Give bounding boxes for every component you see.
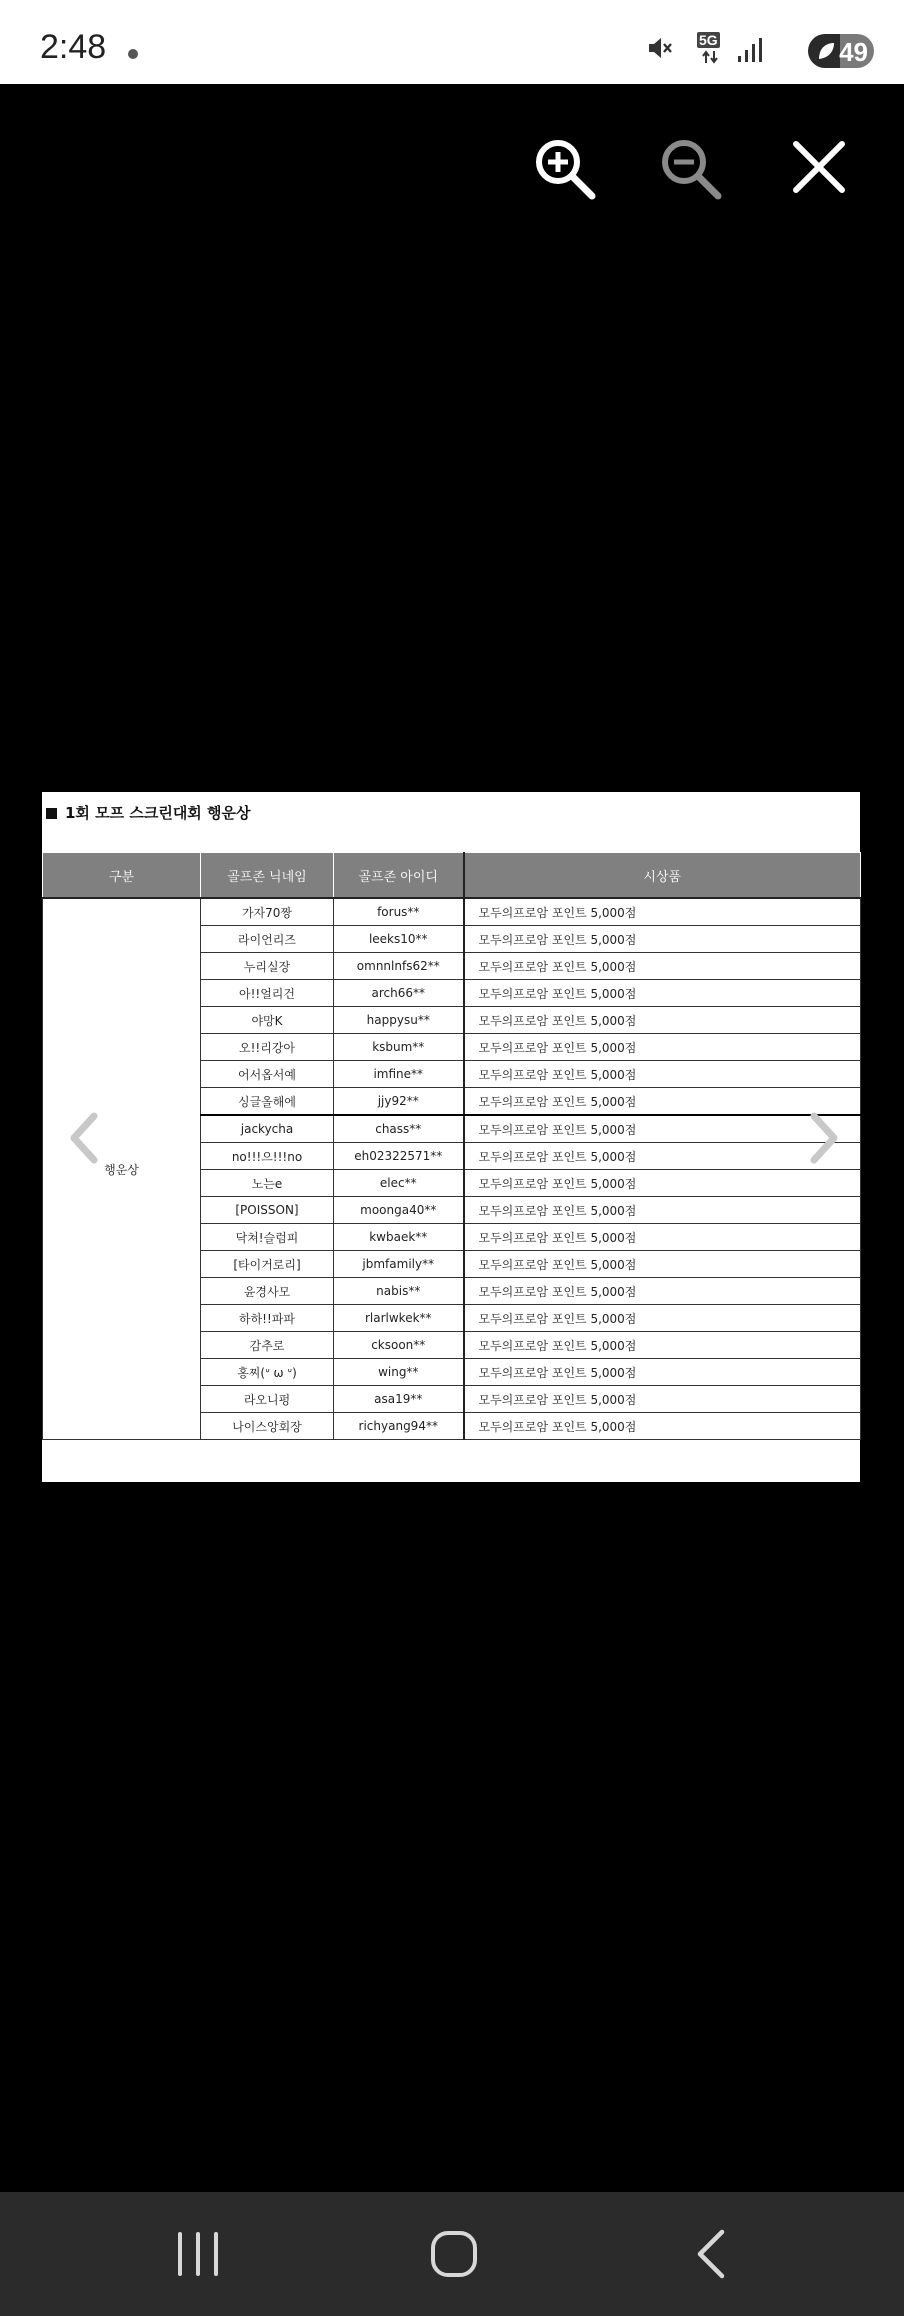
notification-dot-icon [128, 49, 138, 59]
nickname-cell: 오!!리강아 [201, 1034, 334, 1061]
prize-cell: 모두의프로암 포인트 5,000점 [464, 1170, 861, 1197]
nickname-cell: 라이언리즈 [201, 926, 334, 953]
id-cell: wing** [334, 1359, 464, 1386]
prize-cell: 모두의프로암 포인트 5,000점 [464, 1305, 861, 1332]
nickname-cell: 홍찌(ᐡ ω ᐡ) [201, 1359, 334, 1386]
document-title: 1회 모프 스크린대회 행운상 [46, 802, 251, 823]
prize-cell: 모두의프로암 포인트 5,000점 [464, 1061, 861, 1088]
header-category: 구분 [43, 853, 201, 899]
id-cell: rlarlwkek** [334, 1305, 464, 1332]
nickname-cell: 어서옵서예 [201, 1061, 334, 1088]
id-cell: moonga40** [334, 1197, 464, 1224]
power-saving-icon [816, 40, 836, 62]
nickname-cell: jackycha [201, 1115, 334, 1143]
next-arrow-icon[interactable] [806, 1110, 842, 1166]
nickname-cell: 싱글올해에 [201, 1088, 334, 1116]
document-image [42, 792, 860, 1482]
prize-cell: 모두의프로암 포인트 5,000점 [464, 953, 861, 980]
id-cell: elec** [334, 1170, 464, 1197]
header-nickname: 골프존 닉네임 [201, 853, 334, 899]
nickname-cell: [타이거로리] [201, 1251, 334, 1278]
id-cell: chass** [334, 1115, 464, 1143]
prize-cell: 모두의프로암 포인트 5,000점 [464, 1413, 861, 1440]
prize-cell: 모두의프로암 포인트 5,000점 [464, 1332, 861, 1359]
nickname-cell: 가자70짱 [201, 898, 334, 926]
signal-icon [736, 36, 766, 64]
prize-cell: 모두의프로암 포인트 5,000점 [464, 1359, 861, 1386]
id-cell: imfine** [334, 1061, 464, 1088]
mute-icon [646, 34, 674, 62]
prize-cell: 모두의프로암 포인트 5,000점 [464, 1115, 861, 1143]
category-cell: 행운상 [43, 898, 201, 1440]
nickname-cell: 윤경사모 [201, 1278, 334, 1305]
battery-percentage: 49 [839, 37, 868, 67]
nickname-cell: [POISSON] [201, 1197, 334, 1224]
id-cell: jbmfamily** [334, 1251, 464, 1278]
prize-cell: 모두의프로암 포인트 5,000점 [464, 1278, 861, 1305]
id-cell: forus** [334, 898, 464, 926]
home-icon[interactable] [424, 2224, 484, 2284]
previous-arrow-icon[interactable] [66, 1110, 102, 1166]
table-header-row [43, 853, 861, 899]
prize-cell: 모두의프로암 포인트 5,000점 [464, 1224, 861, 1251]
zoom-in-icon[interactable] [532, 136, 598, 202]
nickname-cell: 감추로 [201, 1332, 334, 1359]
network-5g-icon [696, 32, 724, 66]
nickname-cell: 누리실장 [201, 953, 334, 980]
prize-cell: 모두의프로암 포인트 5,000점 [464, 1007, 861, 1034]
header-prize: 시상품 [464, 853, 861, 899]
table-row [43, 898, 861, 926]
prize-cell: 모두의프로암 포인트 5,000점 [464, 1386, 861, 1413]
id-cell: jjy92** [334, 1088, 464, 1116]
status-bar [0, 0, 904, 84]
back-icon[interactable] [684, 2224, 744, 2284]
header-id: 골프존 아이디 [334, 853, 464, 899]
battery-indicator [808, 34, 874, 68]
id-cell: asa19** [334, 1386, 464, 1413]
id-cell: ksbum** [334, 1034, 464, 1061]
nickname-cell: 나이스앙회장 [201, 1413, 334, 1440]
nickname-cell: 야망K [201, 1007, 334, 1034]
prize-cell: 모두의프로암 포인트 5,000점 [464, 898, 861, 926]
id-cell: nabis** [334, 1278, 464, 1305]
nickname-cell: no!!!으!!!no [201, 1143, 334, 1170]
prize-cell: 모두의프로암 포인트 5,000점 [464, 1251, 861, 1278]
recents-icon[interactable] [168, 2224, 228, 2284]
results-table [42, 852, 861, 1440]
id-cell: happysu** [334, 1007, 464, 1034]
nickname-cell: 아!!얼리건 [201, 980, 334, 1007]
close-icon[interactable] [788, 136, 850, 198]
network-label: 5G [699, 32, 718, 48]
nickname-cell: 노는e [201, 1170, 334, 1197]
prize-cell: 모두의프로암 포인트 5,000점 [464, 1034, 861, 1061]
prize-cell: 모두의프로암 포인트 5,000점 [464, 926, 861, 953]
navigation-bar [0, 2192, 904, 2316]
zoom-out-icon[interactable] [658, 136, 724, 202]
nickname-cell: 하하!!파파 [201, 1305, 334, 1332]
prize-cell: 모두의프로암 포인트 5,000점 [464, 1197, 861, 1224]
id-cell: arch66** [334, 980, 464, 1007]
prize-cell: 모두의프로암 포인트 5,000점 [464, 980, 861, 1007]
prize-cell: 모두의프로암 포인트 5,000점 [464, 1143, 861, 1170]
id-cell: omnnlnfs62** [334, 953, 464, 980]
id-cell: leeks10** [334, 926, 464, 953]
id-cell: richyang94** [334, 1413, 464, 1440]
nickname-cell: 닥쳐!슬럼피 [201, 1224, 334, 1251]
square-bullet-icon [46, 808, 57, 819]
status-time: 2:48 [40, 28, 107, 66]
id-cell: cksoon** [334, 1332, 464, 1359]
nickname-cell: 라오니펑 [201, 1386, 334, 1413]
prize-cell: 모두의프로암 포인트 5,000점 [464, 1088, 861, 1116]
id-cell: kwbaek** [334, 1224, 464, 1251]
id-cell: eh02322571** [334, 1143, 464, 1170]
